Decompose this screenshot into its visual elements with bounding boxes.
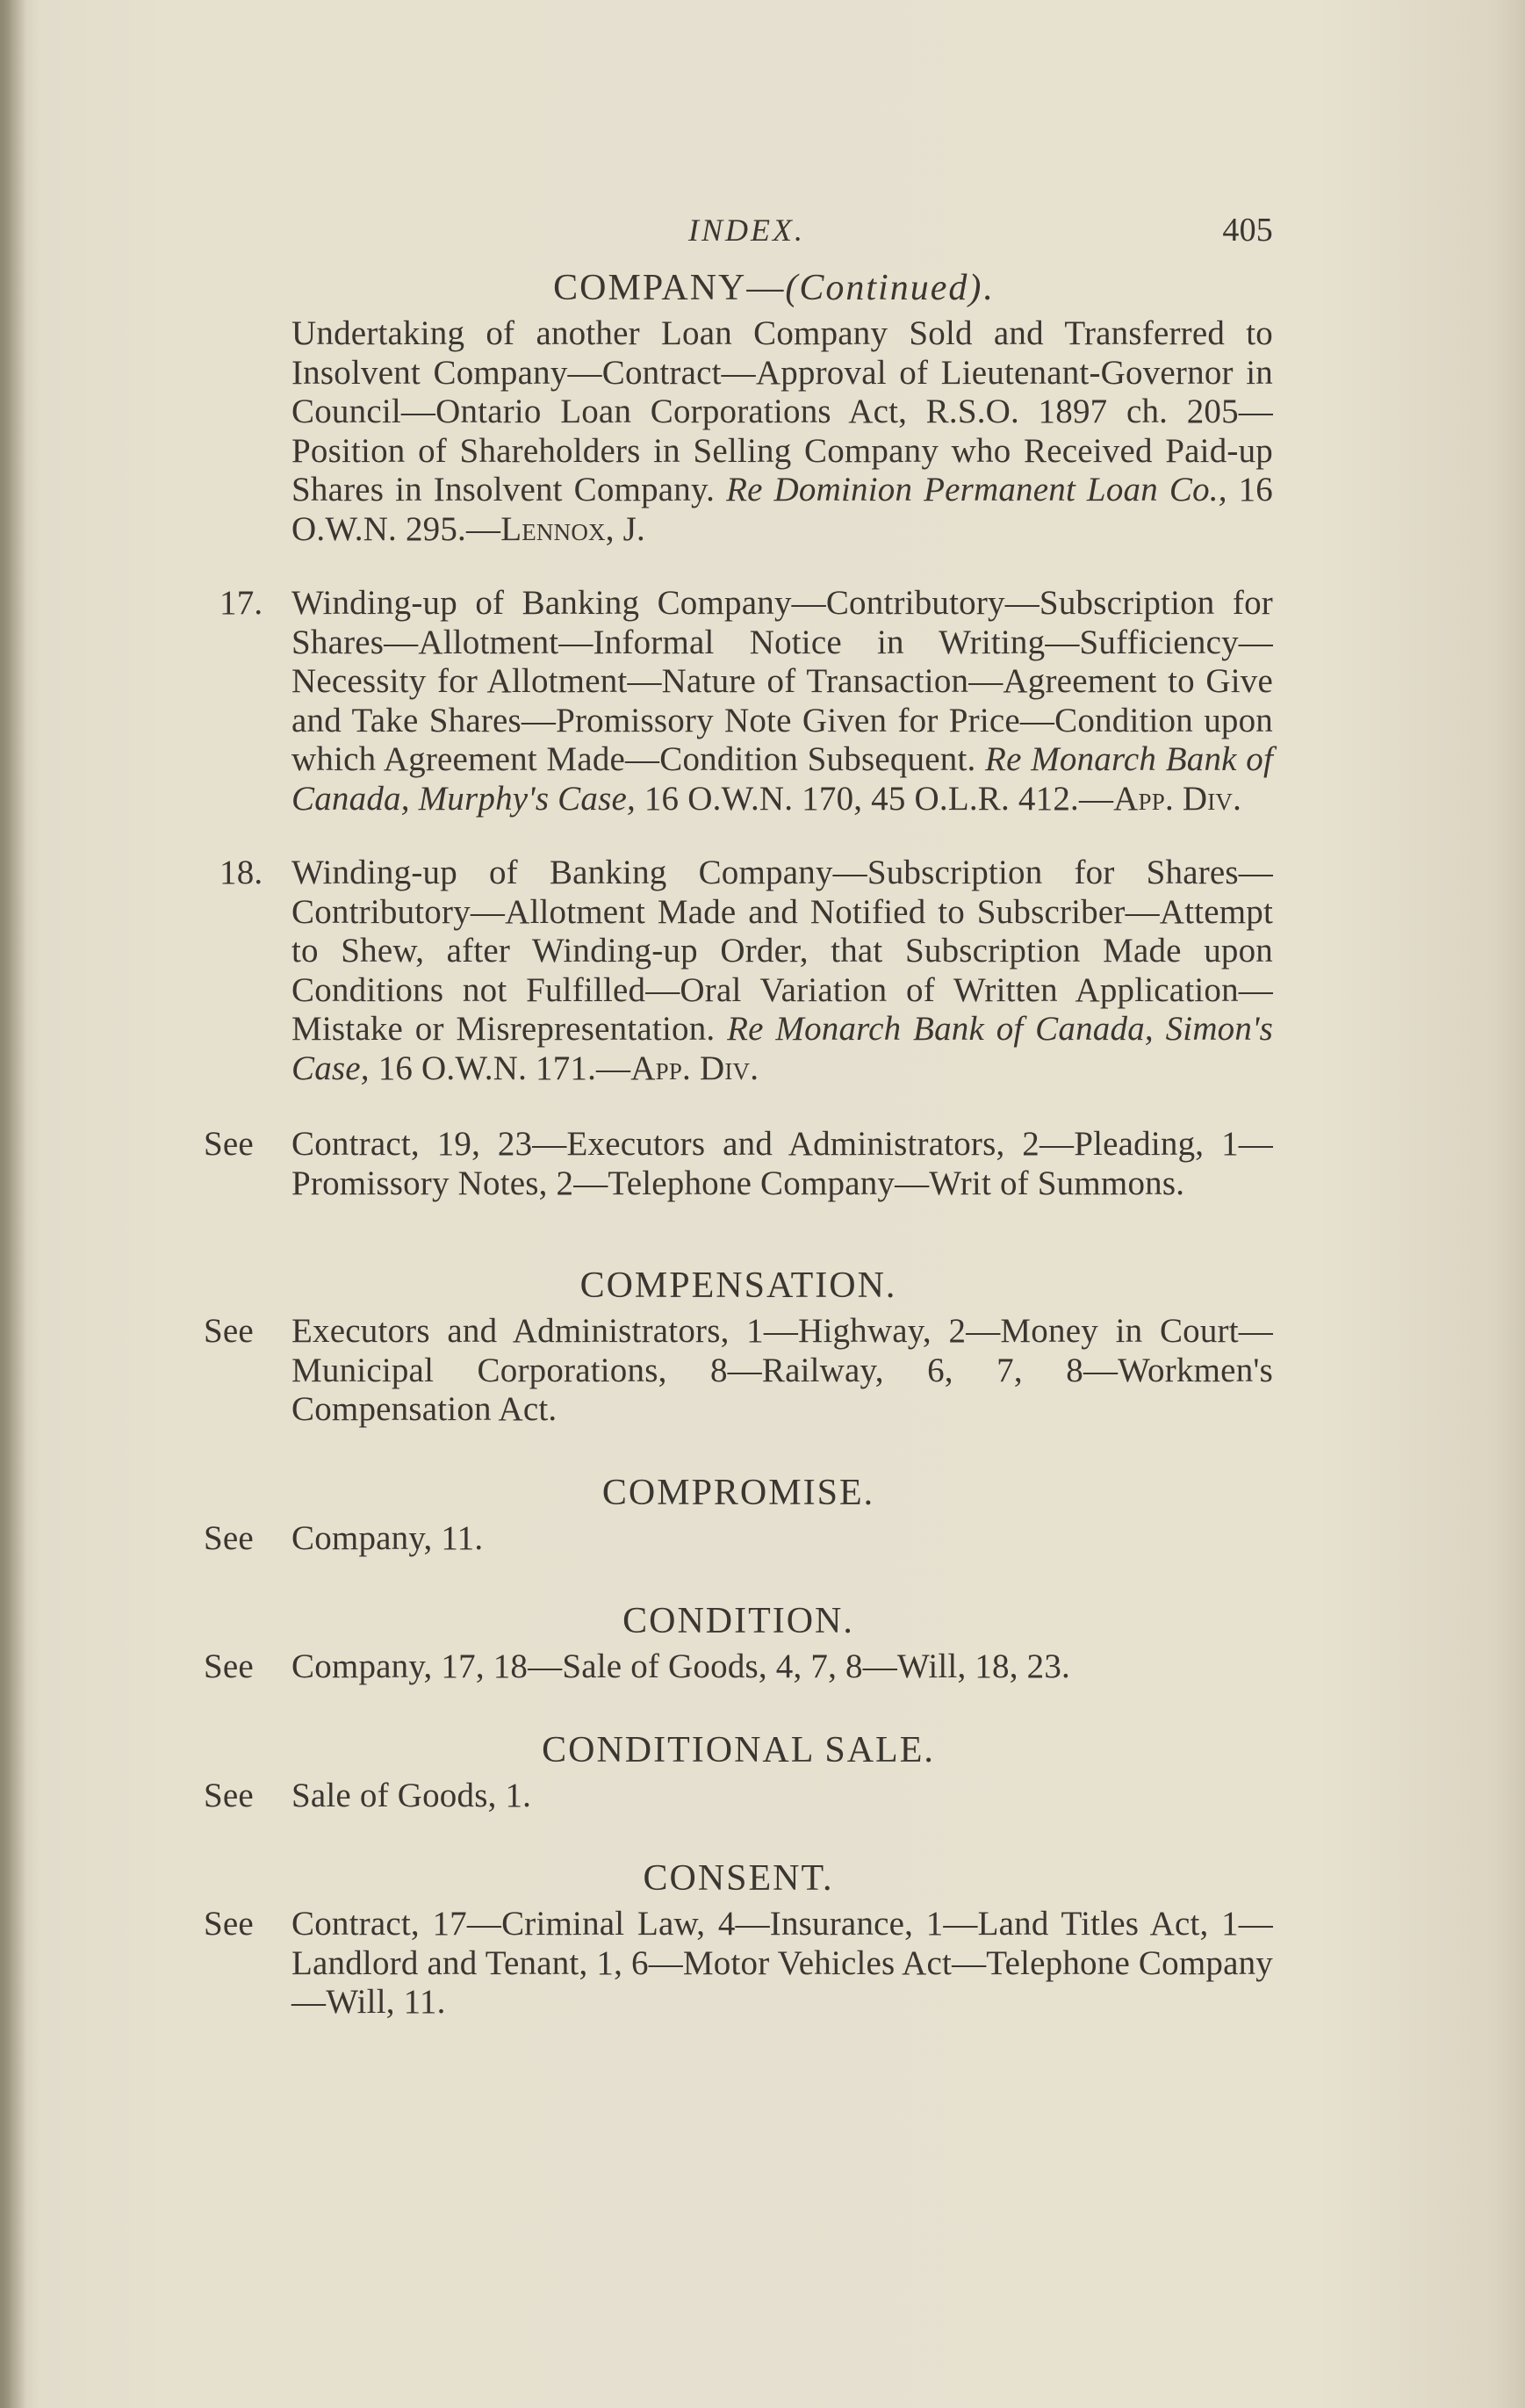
running-head [204,200,1273,262]
binding-shadow [0,0,26,2408]
see-label: See [204,1518,254,1557]
see-text: Executors and Administrators, 1—Highway, 2—Money in Court—Municipal Corporations, 8—Railway, 6, 7, 8—Workmen's Compensation Act. [291,1312,1273,1428]
see-text: Contract, 19, 23—Executors and Administrators, 2—Pleading, 1—Promissory Notes, 2—Telephone Company—Writ of Summons. [291,1125,1273,1202]
company-see-also [204,1125,1273,1203]
compensation-see-also [204,1312,1273,1430]
running-title: INDEX. [688,213,805,248]
heading-name: COMPANY [553,268,747,308]
entry-number: 18. [219,854,263,891]
see-label: See [204,1647,254,1685]
citation: 16 O.W.N. 170, 45 O.L.R. 412.— [644,779,1114,818]
heading-dash: — [746,268,786,308]
page-content [204,200,1273,2022]
section-heading-consent: CONSENT. [643,1858,834,1899]
citation: 16 O.W.N. 171.— [378,1049,631,1087]
index-entry-18 [204,854,1273,1088]
judge: Lennox, J. [500,509,645,548]
citation: 16 O.W.N. 295.— [291,471,1274,548]
see-text: Sale of Goods, 1. [291,1776,532,1814]
conditional-sale-see-also [204,1777,1273,1816]
see-label: See [204,1125,254,1163]
heading-continued: (Continued) [785,268,983,308]
see-label: See [204,1312,254,1350]
case-name: Re Monarch Bank of Canada, Simon's Case, [291,1010,1274,1087]
see-label: See [204,1776,254,1814]
case-name: Re Monarch Bank of Canada, Murphy's Case, [291,740,1274,818]
entry-number: 17. [219,584,263,622]
court: App. Div. [630,1049,759,1087]
consent-see-also [204,1905,1273,2022]
court: App. Div. [1113,779,1242,818]
condition-see-also [204,1647,1273,1687]
case-name: Re Dominion Permanent Loan Co., [726,471,1227,508]
entry-text: Undertaking of another Loan Company Sold and Transferred to Insolvent Company—Contract—Approval of Lieutenant-Governor in Council—Ontario Loan Corporations Act, R.S.O. 1897 ch. 205—Position of Shareholders in Selling Company who Received Paid-up Shares in Insolvent Company. [291,314,1273,508]
entry-text: Winding-up of Banking Company—Subscription for Shares—Contributory—Allotment Made and Notified to Subscriber—Attempt to Shew, after Winding-up Order, that Subscription Made upon Conditions not Fulfilled—Oral Variation of Written Application—Mistake or Misrepresentation. [291,854,1273,1048]
section-heading-compensation: COMPENSATION. [579,1265,897,1306]
see-text: Company, 17, 18—Sale of Goods, 4, 7, 8—Will, 18, 23. [291,1647,1071,1685]
see-text: Contract, 17—Criminal Law, 4—Insurance, 1—Land Titles Act, 1—Landlord and Tenant, 1, 6—Motor Vehicles Act—Telephone Company—Will, 11. [291,1905,1273,2021]
page-number: 405 [1222,212,1273,249]
section-heading-company-continued [274,267,1273,309]
section-heading-condition: CONDITION. [622,1601,854,1641]
compromise-see-also [204,1519,1273,1559]
section-heading-conditional-sale: CONDITIONAL SALE. [542,1729,935,1770]
see-label: See [204,1905,254,1943]
index-entry-17 [204,584,1273,818]
heading-end: . [982,268,994,308]
section-heading-compromise: COMPROMISE. [601,1472,875,1513]
entry-text: Winding-up of Banking Company—Contributory—Subscription for Shares—Allotment—Informal Notice in Writing—Sufficiency—Necessity for Allotment—Nature of Transaction—Agreement to Give and Take Shares—Promissory Note Given for Price—Condition upon which Agreement Made—Condition Subsequent. [291,584,1273,778]
see-text: Company, 11. [291,1518,484,1557]
continued-entry [204,314,1273,549]
